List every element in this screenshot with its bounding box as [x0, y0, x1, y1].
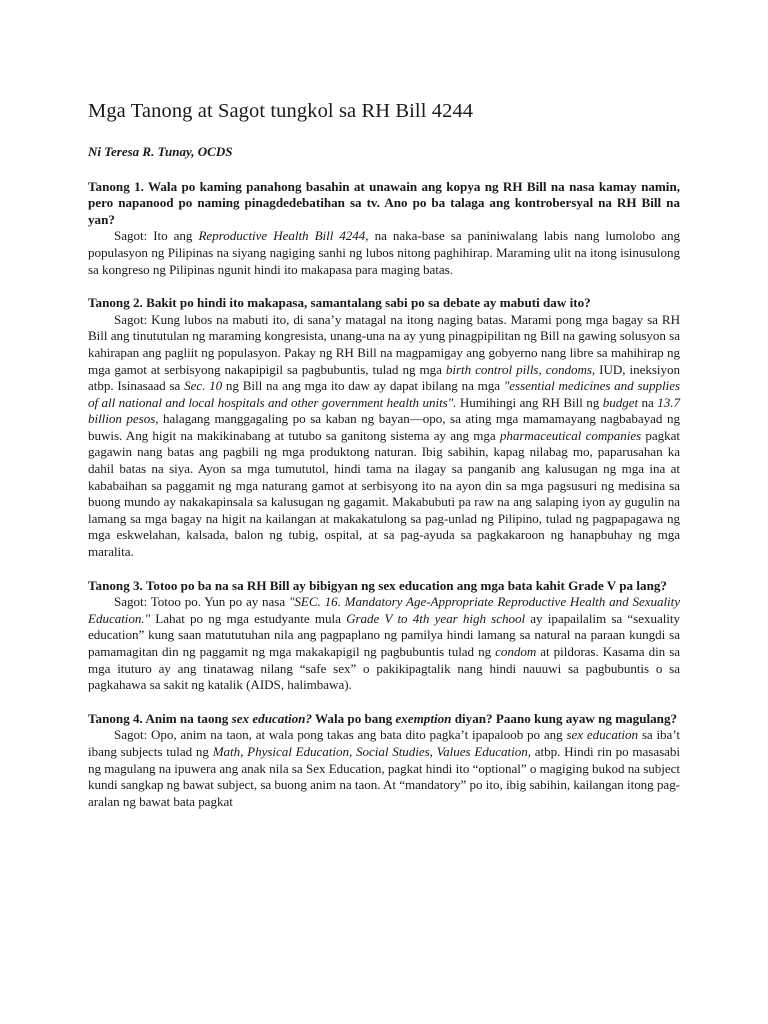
answer-2: Sagot: Kung lubos na mabuti ito, di sana’y matagal na itong naging batas. Marami pong mga bagay sa RH Bill ang tinututulan ng maraming kongresista, unang-una na ay yung pinagpipilitan ng Bill na gawing solusyon sa kahirapan ang pagliit ng populasyon. Pakay ng RH Bill na magpamigay ang gobyerno nang libre sa mahihirap ng mga gamot at serbisyong nakapipigil sa pagbubuntis, tulad ng mga birth control pills, condoms, IUD, ineksiyon atbp. Isinasaad sa Sec. 10 ng Bill na ang mga ito daw ay dapat ibilang na mga "essential medicines and supplies of all national and local hospitals and other government health units". Humihingi ang RH Bill ng budget na 13.7 billion pesos, halagang manggagaling po sa kaban ng bayan—opo, sa ating mga mamamayang nagbabayad ng buwis. Ang higit na makikinabang at tutubo sa ganitong sistema ay ang mga pharmaceutical companies pagkat gagawin nang batas ang pagbili ng mga produktong naturan. Ibig sabihin, kapag nilabag mo, paparusahan ka dahil batas na siya. Ayon sa mga tumututol, hindi tama na ilagay sa panganib ang kalusugan ng mga ina at kababaihan sa paggamit ng mga naturang gamot at serbisyong ito na ayon din sa mga pagsusuri ng medisina sa buong mundo ay nakakapinsala sa kalusugan ng gagamit. Makabubuti pa raw na ang salaping iyon ay gugulin na lamang sa mga bagay na higit na kailangan at makakatulong sa pag-unlad ng Pilipino, tulad ng pagpapagawa ng mga eskwelahan, kalsada, balon ng tubig, ospital, at sa pag-ayuda sa pagkakaroon ng hanapbuhay ng mga maralita.: [88, 311, 681, 560]
question-3: Tanong 3. Totoo po ba na sa RH Bill ay bibigyan ng sex education ang mga bata kahit Grade V pa lang?: [88, 577, 667, 593]
question-4: Tanong 4. Anim na taong sex education? Wala po bang exemption diyan? Paano kung ayaw ng magulang?: [88, 710, 678, 726]
answer-1: Sagot: Ito ang Reproductive Health Bill 4244, na naka-base sa paniniwalang labis nang lumolobo ang populasyon ng Pilipinas na siyang nagiging sanhi ng lubos nitong paghihirap. Maraming ulit na itong isinusulong sa kongreso ng Pilipinas ngunit hindi ito makapasa para maging batas.: [88, 228, 681, 277]
document-title: Mga Tanong at Sagot tungkol sa RH Bill 4244: [88, 100, 474, 122]
answer-4: Sagot: Opo, anim na taon, at wala pong takas ang bata dito pagka’t ipapaloob po ang sex education sa iba’t ibang subjects tulad ng Math, Physical Education, Social Studies, Values Education, atbp. Hindi rin po masasabi ng magulang na ipuwera ang anak nila sa Sex Education, pagkat hindi ito “optional” o magiging bukod na subject kundi sangkap ng bawat subject, sa buong anim na taon. At “mandatory” po ito, ibig sabihin, kailangan itong pag-aralan ng bawat bata pagkat: [88, 727, 680, 809]
question-2: Tanong 2. Bakit po hindi ito makapasa, samantalang sabi po sa debate ay mabuti daw ito?: [88, 295, 591, 311]
document-author: Ni Teresa R. Tunay, OCDS: [88, 143, 233, 159]
answer-3: Sagot: Totoo po. Yun po ay nasa "SEC. 16. Mandatory Age-Appropriate Reproductive Health and Sexuality Education." Lahat po ng mga estudyante mula Grade V to 4th year high school ay ipapailalim sa “sexuality education” kung saan matututuhan nila ang pagpaplano ng pamilya hindi lamang sa natural na paraan kungdi sa pamamagitan din ng paggamit ng mga makakapigil ng pagbubuntis tulad ng condom at pildoras. Kasama din sa mga ituturo ay ang tinatawag nilang “safe sex” o pakikipagtalik nang hindi nauuwi sa pagbubuntis o sa pagkahawa sa sakit ng katalik (AIDS, halimbawa).: [88, 594, 681, 693]
question-1: Tanong 1. Wala po kaming panahong basahin at unawain ang kopya ng RH Bill na nasa kamay namin, pero napanood po naming pinagdedebatihan sa tv. Ano po ba talaga ang kontrobersyal na RH Bill na yan?: [88, 178, 680, 227]
document-body: [88, 100, 680, 810]
